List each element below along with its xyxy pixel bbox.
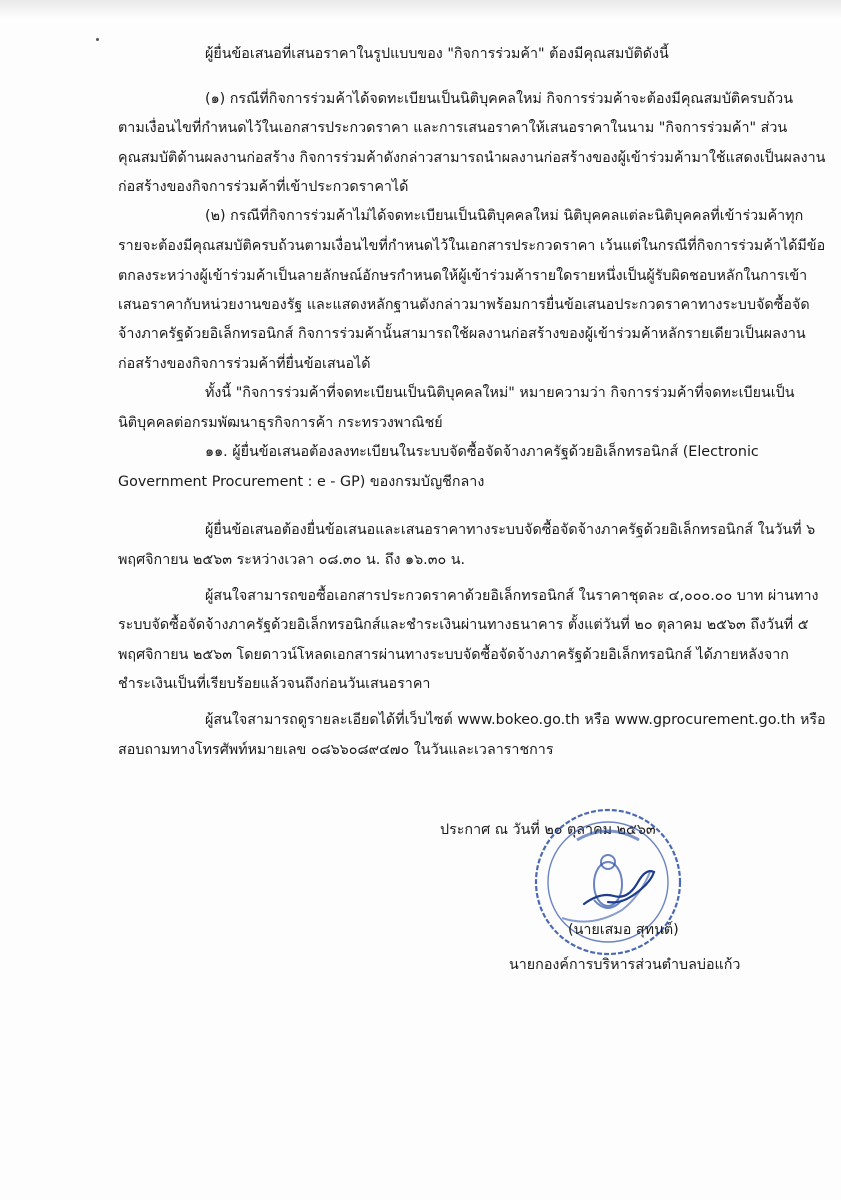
body-line: จ้างภาครัฐด้วยอิเล็กทรอนิกส์ กิจการร่วมค้านั้นสามารถใช้ผลงานก่อสร้างของผู้เข้าร่วมค้าหลักรายเดียวเป็นผลงาน xyxy=(118,326,806,342)
signatory-position: นายกองค์การบริหารส่วนตำบลบ่อแก้ว xyxy=(509,957,741,973)
body-line: รายจะต้องมีคุณสมบัติครบถ้วนตามเงื่อนไขที่กำหนดไว้ในเอกสารประกวดราคา เว้นแต่ในกรณีที่กิจการร่วมค้าได้มีข้อ xyxy=(118,238,826,254)
body-line: เสนอราคากับหน่วยงานของรัฐ และแสดงหลักฐานดังกล่าวมาพร้อมการยื่นข้อเสนอประกวดราคาทางระบบจัดซื้อจัด xyxy=(118,297,810,313)
body-line: (๑) กรณีที่กิจการร่วมค้าได้จดทะเบียนเป็นนิติบุคคลใหม่ กิจการร่วมค้าจะต้องมีคุณสมบัติครบถ้วน xyxy=(205,91,793,107)
body-line: สอบถามทางโทรศัพท์หมายเลข ๐๘๖๖๐๘๙๔๗๐ ในวันและเวลาราชการ xyxy=(118,742,554,758)
scan-edge-shadow xyxy=(0,0,841,18)
body-line: ผู้สนใจสามารถดูรายละเอียดได้ที่เว็บไซต์ www.bokeo.go.th หรือ www.gprocurement.go.th หรือ xyxy=(205,712,826,728)
body-line: (๒) กรณีที่กิจการร่วมค้าไม่ได้จดทะเบียนเป็นนิติบุคคลใหม่ นิติบุคคลแต่ละนิติบุคคลที่เข้าร่วมค้าทุก xyxy=(205,208,804,224)
body-line: ชำระเงินเป็นที่เรียบร้อยแล้วจนถึงก่อนวันเสนอราคา xyxy=(118,676,431,692)
body-line: พฤศจิกายน ๒๕๖๓ ระหว่างเวลา ๐๘.๓๐ น. ถึง ๑๖.๓๐ น. xyxy=(118,552,466,568)
body-line: ก่อสร้างของกิจการร่วมค้าที่เข้าประกวดราคาได้ xyxy=(118,179,409,195)
body-line: ระบบจัดซื้อจัดจ้างภาครัฐด้วยอิเล็กทรอนิกส์และชำระเงินผ่านทางธนาคาร ตั้งแต่วันที่ ๒๐ ตุลาคม ๒๕๖๓ ถึงวันที่ ๕ xyxy=(118,617,809,633)
body-line: ผู้ยื่นข้อเสนอต้องยื่นข้อเสนอและเสนอราคาทางระบบจัดซื้อจัดจ้างภาครัฐด้วยอิเล็กทรอนิกส์ ในวันที่ ๖ xyxy=(205,522,816,538)
scan-speck xyxy=(96,38,99,41)
body-line: พฤศจิกายน ๒๕๖๓ โดยดาวน์โหลดเอกสารผ่านทางระบบจัดซื้อจัดจ้างภาครัฐด้วยอิเล็กทรอนิกส์ ได้ภายหลังจาก xyxy=(118,647,789,663)
body-line: ก่อสร้างของกิจการร่วมค้าที่ยื่นข้อเสนอได้ xyxy=(118,356,371,372)
section-11-line: Government Procurement : e - GP) ของกรมบัญชีกลาง xyxy=(118,474,485,490)
body-line: ตามเงื่อนไขที่กำหนดไว้ในเอกสารประกวดราคา และการเสนอราคาให้เสนอราคาในนาม "กิจการร่วมค้า" ส่วน xyxy=(118,120,788,136)
body-line: นิติบุคคลต่อกรมพัฒนาธุรกิจการค้า กระทรวงพาณิชย์ xyxy=(118,415,443,431)
signature-scribble xyxy=(580,862,660,912)
body-line: ตกลงระหว่างผู้เข้าร่วมค้าเป็นลายลักษณ์อักษรกำหนดให้ผู้เข้าร่วมค้ารายใดรายหนึ่งเป็นผู้รับผิดชอบหลักในการเข้า xyxy=(118,268,808,284)
body-line: คุณสมบัติด้านผลงานก่อสร้าง กิจการร่วมค้าดังกล่าวสามารถนำผลงานก่อสร้างของผู้เข้าร่วมค้ามาใช้แสดงเป็นผลงาน xyxy=(118,150,826,166)
section-11-line: ๑๑. ผู้ยื่นข้อเสนอต้องลงทะเบียนในระบบจัดซื้อจัดจ้างภาครัฐด้วยอิเล็กทรอนิกส์ (Electronic xyxy=(205,444,759,460)
body-line: ผู้สนใจสามารถขอซื้อเอกสารประกวดราคาด้วยอิเล็กทรอนิกส์ ในราคาชุดละ ๔,๐๐๐.๐๐ บาท ผ่านทาง xyxy=(205,588,819,604)
announcement-date: ประกาศ ณ วันที่ ๒๐ ตุลาคม ๒๕๖๓ xyxy=(440,822,656,838)
body-line: ผู้ยื่นข้อเสนอที่เสนอราคาในรูปแบบของ "กิจการร่วมค้า" ต้องมีคุณสมบัติดังนี้ xyxy=(205,46,669,62)
body-line: ทั้งนี้ "กิจการร่วมค้าที่จดทะเบียนเป็นนิติบุคคลใหม่" หมายความว่า กิจการร่วมค้าที่จดทะเบียนเป็น xyxy=(205,385,795,401)
signatory-name: (นายเสมอ สุทนต์) xyxy=(568,922,679,938)
